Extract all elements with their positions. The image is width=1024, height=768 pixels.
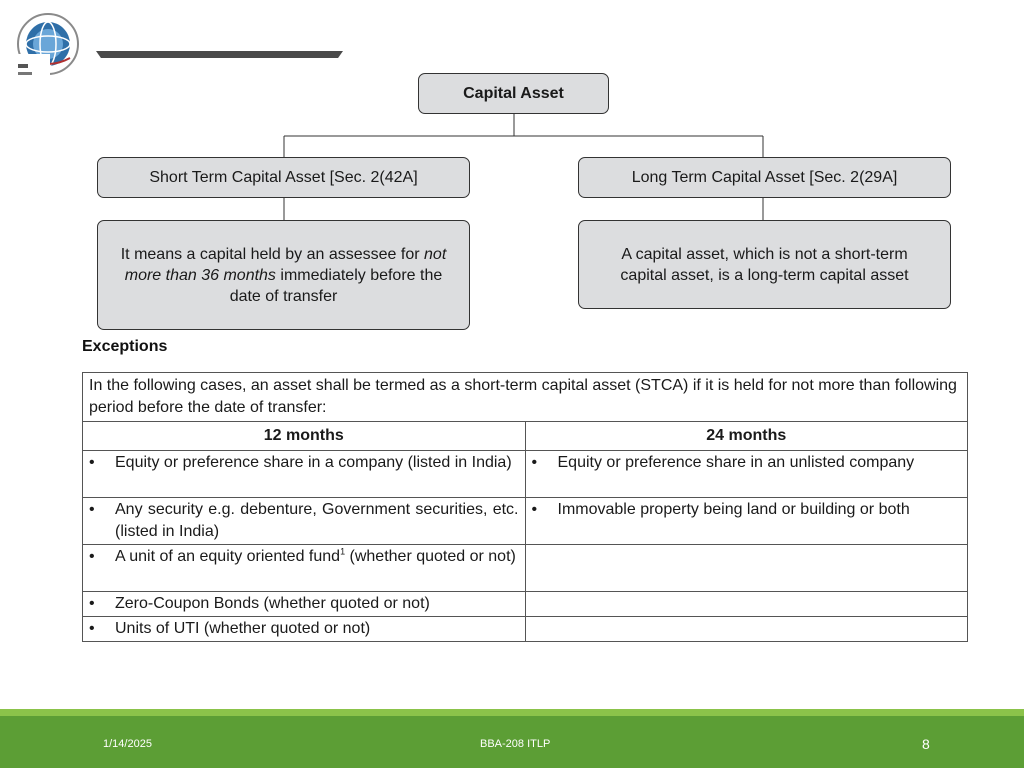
table-cell xyxy=(83,592,526,617)
cell-text: Equity or preference share in an unlisted company xyxy=(557,454,915,471)
footer-course-code: BBA-208 ITLP xyxy=(480,738,551,750)
footer-date: 1/14/2025 xyxy=(103,738,152,750)
table-cell xyxy=(525,498,968,545)
long-term-node xyxy=(578,157,951,198)
long-term-definition xyxy=(578,220,951,309)
short-term-definition-emphasis: not more than 36 months xyxy=(124,245,447,284)
bullet-icon: • xyxy=(531,454,538,471)
short-term-definition-post: immediately before the date of transfer xyxy=(229,266,443,305)
table-row xyxy=(83,373,968,422)
table-row xyxy=(83,451,968,498)
short-term-definition xyxy=(97,220,470,330)
exceptions-table xyxy=(82,372,968,642)
table-cell xyxy=(83,498,526,545)
short-term-definition-text xyxy=(118,244,449,307)
cell-text: Any security e.g. debenture, Government securities, etc. (listed in India) xyxy=(115,501,519,540)
short-term-definition-pre: It means a capital held by an assessee for xyxy=(120,245,425,263)
table-cell xyxy=(525,451,968,498)
capital-asset-label: Capital Asset xyxy=(463,85,564,102)
slide-footer xyxy=(0,716,1024,768)
cell-text-post: (whether quoted or not) xyxy=(345,548,516,565)
long-term-label: Long Term Capital Asset [Sec. 2(29A] xyxy=(631,169,898,186)
table-cell xyxy=(83,545,526,592)
bullet-icon: • xyxy=(89,620,95,637)
bullet-icon: • xyxy=(89,595,95,612)
bullet-icon: • xyxy=(89,548,95,565)
cell-text: Units of UTI (whether quoted or not) xyxy=(115,620,371,637)
bullet-icon: • xyxy=(89,501,95,518)
short-term-label: Short Term Capital Asset [Sec. 2(42A] xyxy=(149,169,418,186)
table-row xyxy=(83,617,968,642)
table-row xyxy=(83,545,968,592)
title-underline-bar xyxy=(96,51,343,58)
table-cell-empty xyxy=(525,617,968,642)
table-cell-empty xyxy=(525,545,968,592)
exceptions-intro: In the following cases, an asset shall be termed as a short-term capital asset (STCA) if it is held for not more than following period before the date of transfer: xyxy=(83,373,968,422)
cell-text-pre: A unit of an equity oriented fund xyxy=(115,548,341,565)
exceptions-heading: Exceptions xyxy=(82,338,168,355)
footer-accent-strip xyxy=(0,709,1024,716)
footnote-marker: 1 xyxy=(340,546,346,557)
slide-number: 8 xyxy=(922,736,930,752)
column-header-12-months: 12 months xyxy=(83,422,526,451)
column-header-24-months: 24 months xyxy=(525,422,968,451)
cell-text: Zero-Coupon Bonds (whether quoted or not) xyxy=(115,595,430,612)
bullet-icon: • xyxy=(89,454,95,471)
table-cell-empty xyxy=(525,592,968,617)
table-row xyxy=(83,498,968,545)
bullet-icon: • xyxy=(531,501,538,518)
capital-asset-node xyxy=(418,73,609,114)
table-header-row xyxy=(83,422,968,451)
globe-emblem-icon xyxy=(12,8,88,86)
cell-text: Immovable property being land or building or both xyxy=(557,501,910,518)
cell-text: Equity or preference share in a company (listed in India) xyxy=(115,454,512,471)
long-term-definition-text: A capital asset, which is not a short-term capital asset, is a long-term capital asset xyxy=(620,245,909,284)
table-cell xyxy=(83,451,526,498)
table-row xyxy=(83,592,968,617)
institution-logo xyxy=(12,8,88,86)
short-term-node xyxy=(97,157,470,198)
table-cell xyxy=(83,617,526,642)
